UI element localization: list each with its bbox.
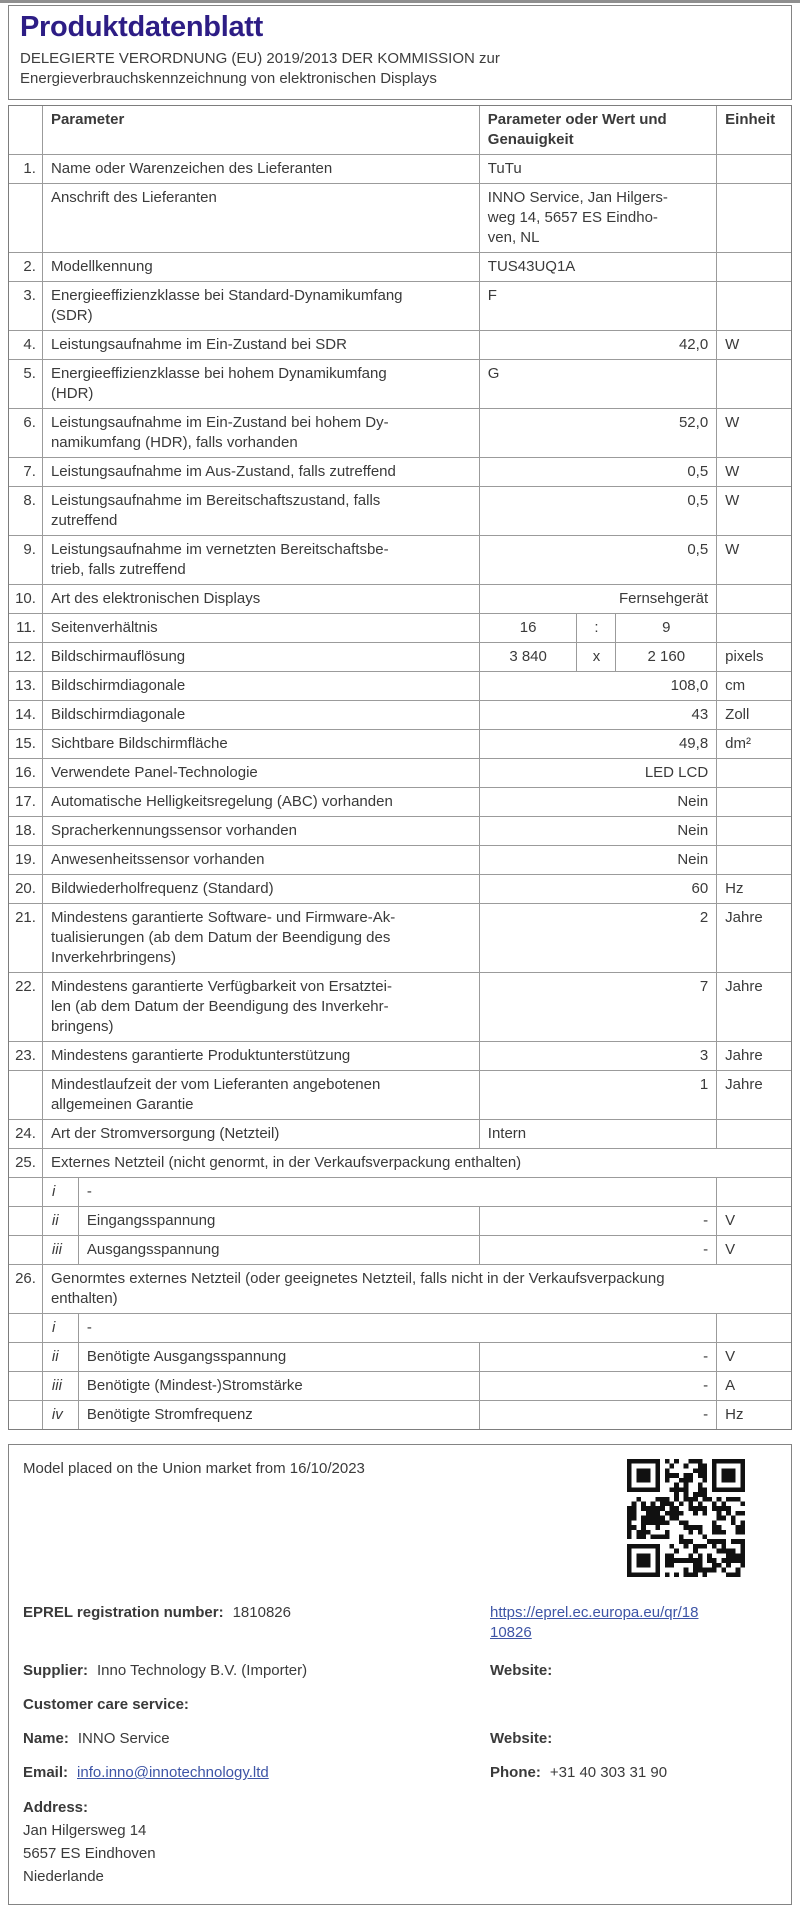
row-parameter: Leistungsaufnahme im Ein-Zustand bei hohem Dy- namikumfang (HDR), falls vorhanden	[43, 409, 480, 457]
table-row	[9, 904, 791, 973]
row-number: 12.	[9, 643, 43, 671]
row-number: 19.	[9, 846, 43, 874]
row-parameter: Energieeffizienzklasse bei Standard-Dynamikumfang (SDR)	[43, 282, 480, 330]
header-unit-cell: Einheit	[725, 111, 776, 128]
row-unit: W	[725, 492, 740, 509]
row-value: Nein	[480, 846, 717, 874]
header-box	[8, 5, 792, 100]
row-marker: ii	[43, 1343, 79, 1371]
row-number: 24.	[9, 1120, 43, 1148]
eprel-left	[23, 1603, 490, 1643]
eprel-value: 1810826	[232, 1604, 291, 1621]
email-row	[23, 1763, 777, 1783]
row-unit	[717, 360, 791, 408]
subtitle-line-1: DELEGIERTE VERORDNUNG (EU) 2019/2013 DER KOMMISSION zur	[20, 50, 500, 67]
row-value-first: 3 840	[480, 643, 578, 671]
row-unit: Zoll	[725, 706, 750, 723]
row-value: TUS43UQ1A	[480, 253, 717, 281]
row-number	[9, 1207, 43, 1235]
table-row	[9, 846, 791, 875]
row-unit	[717, 614, 791, 642]
row-parameter: Anschrift des Lieferanten	[43, 184, 480, 252]
row-number	[9, 1314, 43, 1342]
table-row	[9, 1071, 791, 1120]
row-parameter: Seitenverhältnis	[43, 614, 480, 642]
name-right	[490, 1729, 777, 1749]
table-row	[9, 643, 791, 672]
eprel-right	[490, 1603, 777, 1643]
row-value: 2	[480, 904, 717, 972]
row-number	[9, 1236, 43, 1264]
eprel-link[interactable]: https://eprel.ec.europa.eu/qr/18 10826	[490, 1604, 699, 1641]
row-number: 16.	[9, 759, 43, 787]
row-number: 11.	[9, 614, 43, 642]
row-marker: i	[43, 1178, 79, 1206]
website-label-1: Website:	[490, 1662, 553, 1679]
row-number: 4.	[9, 331, 43, 359]
row-unit: cm	[725, 677, 746, 694]
row-parameter: Art des elektronischen Displays	[43, 585, 480, 613]
email-left	[23, 1763, 490, 1783]
row-unit: V	[725, 1348, 736, 1365]
table-row	[9, 973, 791, 1042]
row-parameter: Benötigte Ausgangsspannung	[79, 1343, 480, 1371]
row-unit: V	[725, 1212, 736, 1229]
row-unit: Jahre	[725, 1076, 763, 1093]
eprel-label: EPREL registration number:	[23, 1604, 224, 1621]
row-unit	[717, 155, 791, 183]
table-row	[9, 1236, 791, 1265]
row-value: 0,5	[480, 487, 717, 535]
name-left	[23, 1729, 490, 1749]
row-unit: Jahre	[725, 978, 763, 995]
row-unit: Jahre	[725, 1047, 763, 1064]
table-row	[9, 701, 791, 730]
row-number: 3.	[9, 282, 43, 330]
table-row	[9, 1120, 791, 1149]
row-parameter: Verwendete Panel-Technologie	[43, 759, 480, 787]
row-parameter: Modellkennung	[43, 253, 480, 281]
row-number: 18.	[9, 817, 43, 845]
row-number	[9, 1401, 43, 1429]
row-marker: iii	[43, 1372, 79, 1400]
row-value-second: 9	[616, 614, 717, 642]
row-number	[9, 1372, 43, 1400]
row-value: G	[480, 360, 717, 408]
row-value: 60	[480, 875, 717, 903]
row-value: Nein	[480, 817, 717, 845]
row-number: 26.	[9, 1265, 43, 1313]
table-row	[9, 458, 791, 487]
row-parameter: Leistungsaufnahme im Bereitschaftszustand, falls zutreffend	[43, 487, 480, 535]
row-value: 0,5	[480, 458, 717, 486]
row-number	[9, 1343, 43, 1371]
row-parameter: Eingangsspannung	[79, 1207, 480, 1235]
row-unit	[717, 788, 791, 816]
row-value-separator: :	[577, 614, 616, 642]
row-parameter: Mindestlaufzeit der vom Lieferanten angebotenen allgemeinen Garantie	[43, 1071, 480, 1119]
page-top-edge	[0, 0, 800, 3]
row-unit	[717, 253, 791, 281]
website-label-2: Website:	[490, 1730, 553, 1747]
table-header-row	[9, 106, 791, 155]
row-parameter: -	[79, 1178, 717, 1206]
row-unit	[717, 846, 791, 874]
row-value: LED LCD	[480, 759, 717, 787]
phone-right	[490, 1763, 777, 1783]
row-marker: i	[43, 1314, 79, 1342]
table-row	[9, 1372, 791, 1401]
row-parameter: Art der Stromversorgung (Netzteil)	[43, 1120, 480, 1148]
table-body	[9, 155, 791, 1429]
row-parameter: Mindestens garantierte Software- und Firmware-Ak- tualisierungen (ab dem Datum der Beendigung des Inverkehrbringens)	[43, 904, 480, 972]
row-number: 7.	[9, 458, 43, 486]
name-row	[23, 1729, 777, 1749]
table-row	[9, 788, 791, 817]
row-number: 22.	[9, 973, 43, 1041]
phone-label: Phone:	[490, 1764, 541, 1781]
row-parameter: Sichtbare Bildschirmfläche	[43, 730, 480, 758]
table-row	[9, 1343, 791, 1372]
row-number: 6.	[9, 409, 43, 457]
section-label: Externes Netzteil (nicht genormt, in der Verkaufsverpackung enthalten)	[50, 1154, 522, 1171]
row-parameter: Bildschirmdiagonale	[43, 701, 480, 729]
page-title: Produktdatenblatt	[20, 11, 264, 43]
supplier-row	[23, 1661, 777, 1681]
row-parameter: Leistungsaufnahme im Ein-Zustand bei SDR	[43, 331, 480, 359]
row-parameter: Bildschirmdiagonale	[43, 672, 480, 700]
row-unit	[717, 184, 791, 252]
row-unit	[717, 1314, 791, 1342]
row-parameter: Benötigte Stromfrequenz	[79, 1401, 480, 1429]
table-row	[9, 1042, 791, 1071]
row-number	[9, 1071, 43, 1119]
row-value: 7	[480, 973, 717, 1041]
table-row	[9, 1207, 791, 1236]
row-unit	[717, 282, 791, 330]
row-value: INNO Service, Jan Hilgers- weg 14, 5657 ES Eindho- ven, NL	[480, 184, 717, 252]
row-number: 14.	[9, 701, 43, 729]
row-parameter: Anwesenheitssensor vorhanden	[43, 846, 480, 874]
row-number	[9, 1178, 43, 1206]
eprel-row	[23, 1603, 777, 1643]
row-unit: Hz	[725, 1406, 744, 1423]
row-number: 5.	[9, 360, 43, 408]
row-value: 43	[480, 701, 717, 729]
row-value: -	[480, 1236, 717, 1264]
row-marker: ii	[43, 1207, 79, 1235]
phone-value: +31 40 303 31 90	[549, 1764, 668, 1781]
row-parameter: Bildschirmauflösung	[43, 643, 480, 671]
market-date-text: Model placed on the Union market from 16/10/2023	[23, 1460, 365, 1477]
row-marker: iii	[43, 1236, 79, 1264]
row-parameter: Leistungsaufnahme im vernetzten Bereitschaftsbe- trieb, falls zutreffend	[43, 536, 480, 584]
table-row	[9, 1178, 791, 1207]
header-value-cell: Parameter oder Wert und Genauigkeit	[480, 106, 717, 154]
row-unit	[717, 1178, 791, 1206]
row-value-second: 2 160	[616, 643, 717, 671]
table-row	[9, 331, 791, 360]
row-parameter: Bildwiederholfrequenz (Standard)	[43, 875, 480, 903]
row-number: 15.	[9, 730, 43, 758]
header-parameter-cell: Parameter	[43, 106, 480, 154]
table-row	[9, 360, 791, 409]
table-row	[9, 409, 791, 458]
table-row	[9, 817, 791, 846]
row-unit: dm²	[725, 735, 752, 752]
row-value: -	[480, 1372, 717, 1400]
row-number	[9, 184, 43, 252]
row-unit	[717, 817, 791, 845]
row-unit	[717, 759, 791, 787]
page-subtitle	[20, 49, 780, 89]
customer-care-label: Customer care service:	[23, 1696, 189, 1713]
row-unit: pixels	[725, 648, 764, 665]
row-parameter: Ausgangsspannung	[79, 1236, 480, 1264]
row-unit: Hz	[725, 880, 744, 897]
row-value: F	[480, 282, 717, 330]
row-marker: iv	[43, 1401, 79, 1429]
address-block	[23, 1799, 777, 1888]
row-unit: W	[725, 414, 740, 431]
table-row	[9, 155, 791, 184]
email-label: Email:	[23, 1764, 69, 1781]
address-label: Address:	[23, 1799, 89, 1816]
table-row	[9, 1401, 791, 1429]
supplier-value: Inno Technology B.V. (Importer)	[97, 1662, 308, 1679]
row-unit	[717, 585, 791, 613]
table-row	[9, 672, 791, 701]
row-value: -	[480, 1343, 717, 1371]
row-value: -	[480, 1401, 717, 1429]
row-number: 25.	[9, 1149, 43, 1177]
row-value: 52,0	[480, 409, 717, 457]
supplier-right	[490, 1661, 777, 1681]
header-number-cell	[9, 106, 43, 154]
table-row	[9, 487, 791, 536]
email-link[interactable]: info.inno@innotechnology.ltd	[77, 1764, 269, 1781]
row-number: 10.	[9, 585, 43, 613]
row-value-separator: x	[577, 643, 616, 671]
row-parameter: Energieeffizienzklasse bei hohem Dynamikumfang (HDR)	[43, 360, 480, 408]
row-number: 2.	[9, 253, 43, 281]
row-value: 42,0	[480, 331, 717, 359]
table-row	[9, 614, 791, 643]
name-value: INNO Service	[77, 1730, 170, 1747]
row-unit: W	[725, 541, 740, 558]
row-value: 49,8	[480, 730, 717, 758]
row-parameter: Mindestens garantierte Produktunterstützung	[43, 1042, 480, 1070]
address-lines: Jan Hilgersweg 14 5657 ES Eindhoven Niederlande	[23, 1822, 156, 1885]
table-row	[9, 585, 791, 614]
row-value: 0,5	[480, 536, 717, 584]
row-unit: V	[725, 1241, 736, 1258]
row-unit: W	[725, 336, 740, 353]
row-parameter: Automatische Helligkeitsregelung (ABC) vorhanden	[43, 788, 480, 816]
subtitle-line-2: Energieverbrauchskennzeichnung von elektronischen Displays	[20, 70, 437, 87]
row-value: Fernsehgerät	[480, 585, 717, 613]
row-parameter: Mindestens garantierte Verfügbarkeit von Ersatztei- len (ab dem Datum der Beendigung des Inverkehr- bringens)	[43, 973, 480, 1041]
customer-care-row	[23, 1695, 777, 1715]
spec-table	[8, 105, 792, 1430]
row-value: Nein	[480, 788, 717, 816]
row-value: Intern	[480, 1120, 717, 1148]
row-number: 1.	[9, 155, 43, 183]
row-parameter: Leistungsaufnahme im Aus-Zustand, falls zutreffend	[43, 458, 480, 486]
row-number: 13.	[9, 672, 43, 700]
table-row	[9, 1265, 791, 1314]
row-value: 3	[480, 1042, 717, 1070]
supplier-label: Supplier:	[23, 1662, 89, 1679]
row-parameter: Name oder Warenzeichen des Lieferanten	[43, 155, 480, 183]
table-row	[9, 875, 791, 904]
row-value: TuTu	[480, 155, 717, 183]
row-number: 21.	[9, 904, 43, 972]
row-number: 23.	[9, 1042, 43, 1070]
footer-box	[8, 1444, 792, 1905]
table-row	[9, 282, 791, 331]
row-number: 9.	[9, 536, 43, 584]
qr-code-icon	[627, 1459, 745, 1577]
table-row	[9, 730, 791, 759]
table-row	[9, 184, 791, 253]
section-label: Genormtes externes Netzteil (oder geeignetes Netzteil, falls nicht in der Verkaufsverpackung enthalten)	[50, 1270, 665, 1307]
table-row	[9, 253, 791, 282]
table-row	[9, 536, 791, 585]
row-number: 8.	[9, 487, 43, 535]
row-parameter: -	[79, 1314, 717, 1342]
row-unit: W	[725, 463, 740, 480]
row-unit: A	[725, 1377, 736, 1394]
row-unit	[717, 1120, 791, 1148]
row-value: 1	[480, 1071, 717, 1119]
row-number: 20.	[9, 875, 43, 903]
name-label: Name:	[23, 1730, 69, 1747]
supplier-left	[23, 1661, 490, 1681]
row-unit: Jahre	[725, 909, 763, 926]
row-value: 108,0	[480, 672, 717, 700]
table-row	[9, 1149, 791, 1178]
row-value-first: 16	[480, 614, 578, 642]
row-number: 17.	[9, 788, 43, 816]
row-parameter: Spracherkennungssensor vorhanden	[43, 817, 480, 845]
row-value: -	[480, 1207, 717, 1235]
row-parameter: Benötigte (Mindest-)Stromstärke	[79, 1372, 480, 1400]
table-row	[9, 759, 791, 788]
table-row	[9, 1314, 791, 1343]
